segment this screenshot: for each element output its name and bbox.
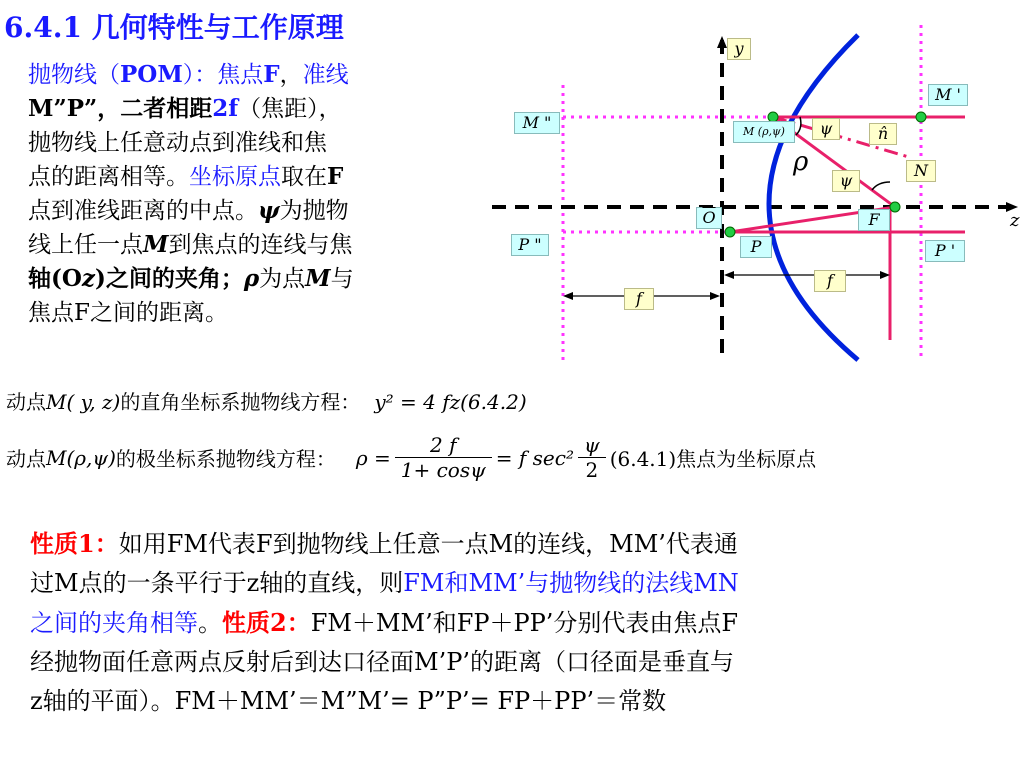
label-z-axis: z [1010,210,1020,231]
desc-line-3: 抛物线上任意动点到准线和焦 [28,130,327,156]
label-M-prime: M ' [928,84,968,106]
props-line-5: z轴的平面）。FM＋MM’＝M”M’= P”P’= FP＋PP’＝常数 [30,687,667,715]
desc-line-1: 抛物线（POM）：焦点F，准线 [28,61,349,88]
f-arrow-right-head-l [724,271,734,279]
label-n-hat: n̂ [869,123,897,145]
label-rho: ρ [793,147,809,177]
desc-line-6: 线上任一点M到焦点的连线与焦 [28,231,353,258]
desc-line-4: 点的距离相等。坐标原点取在F [28,163,344,190]
parabola-curve [769,35,858,360]
label-M-point: M (ρ,ψ) [733,121,795,143]
properties-block [30,524,1020,721]
props-line-3: 之间的夹角相等。性质2：FM＋MM’和FP＋PP’分别代表由焦点F [30,608,739,637]
equation-polar: 动点 M (ρ,ψ) 的极坐标系抛物线方程： ρ = $\frac{2 f}{1+ \cos\psi}$ = f sec² $\frac{\psi}{2}$ (6.4.1)焦点为坐标原点 [6,433,817,482]
label-P-dprime: P " [511,234,549,256]
label-M-dprime: M " [514,112,560,134]
point-Mprime [916,112,926,122]
angle-arc-F [872,182,890,190]
label-psi-M: ψ [812,118,840,140]
label-psi-F: ψ [832,170,860,192]
label-P-prime: P ' [925,240,965,262]
point-P [725,227,735,237]
f-arrow-left-head-r [710,292,720,300]
desc-line-2: M”P”，二者相距2f（焦距）， [28,95,342,122]
angle-arc-M [796,117,801,135]
formula-cartesian: y² = 4 fz(6.4.2) [374,390,527,414]
label-N-point: N [906,160,936,182]
y-axis-arrow [717,36,727,48]
props-line-1: 性质1：如用FM代表F到抛物线上任意一点M的连线，MM’代表通 [30,529,738,558]
point-F [890,202,900,212]
parabola-diagram [0,0,1024,380]
fraction-psi: $\frac{\psi}{2}$ [578,433,606,482]
equation-cartesian: 动点M( y, z)的直角坐标系抛物线方程： y² = 4 fz(6.4.2) [6,390,527,414]
desc-line-8: 焦点F之间的距离。 [28,300,228,326]
props-line-2: 过M点的一条平行于z轴的直线，则FM和MM’与抛物线的法线MN [30,569,739,597]
page-title: 6.4.1 几何特性与工作原理 [4,11,344,44]
label-f-right: f [814,270,846,292]
desc-line-7: 轴(Oz)之间的夹角；ρ为点M与 [28,265,354,292]
label-O-point: $\overline{O}$ [696,207,722,229]
label-y-axis: y [727,38,751,60]
fraction-rho: $\frac{2 f}{1+ \cos\psi}$ [395,433,492,482]
label-F-point: F [858,209,890,231]
label-P-point: P [740,236,772,258]
props-line-4: 经抛物面任意两点反射后到达口径面M’P’的距离（口径面是垂直与 [30,648,734,676]
desc-line-5: 点到准线距离的中点。ψ为抛物 [28,197,349,224]
label-f-left: f [624,288,654,310]
